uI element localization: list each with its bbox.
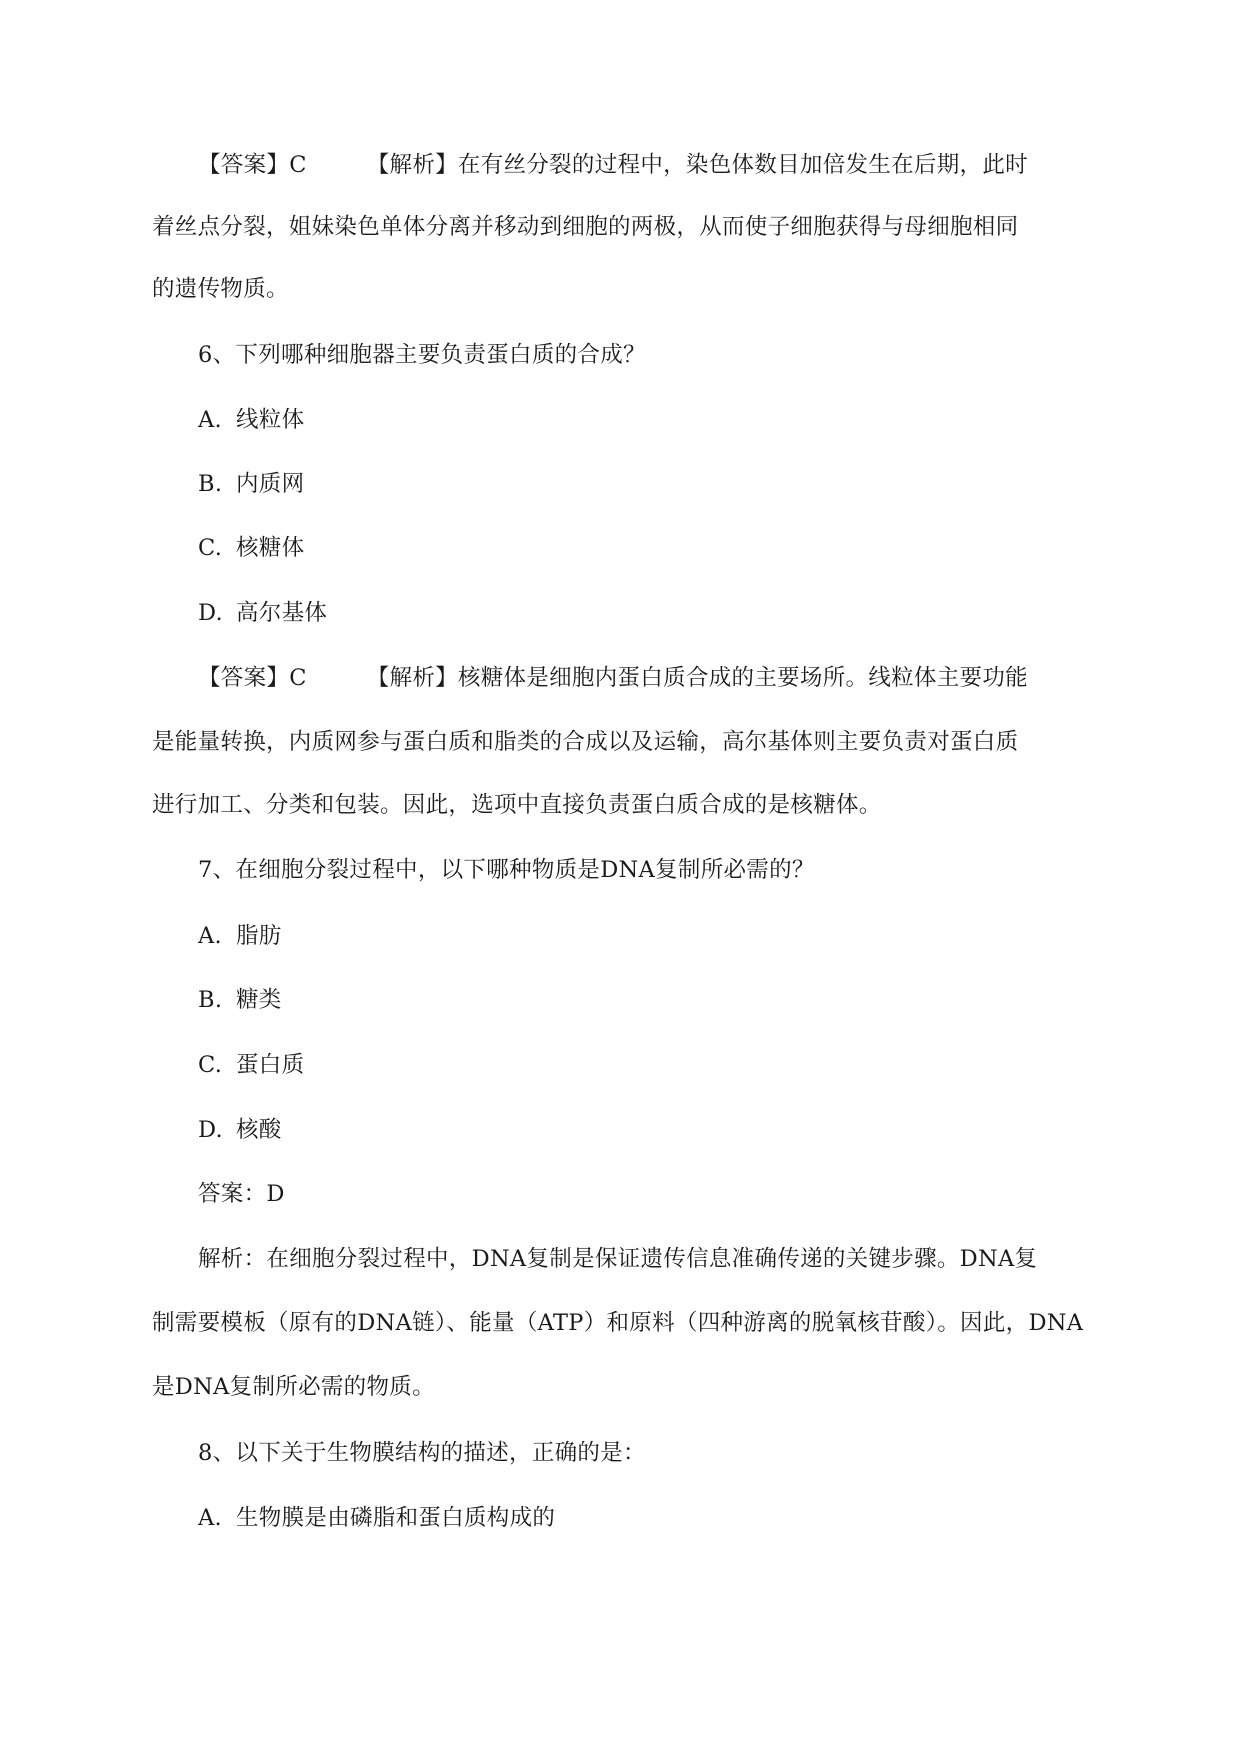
q7-analysis-line1: 解析：在细胞分裂过程中，DNA复制是保证遗传信息准确传递的关键步骤。DNA复 xyxy=(198,1246,1038,1272)
q7-option-b xyxy=(198,985,1138,1015)
q6-analysis: 【解析】核糖体是细胞内蛋白质合成的主要场所。线粒体主要功能 xyxy=(366,665,1028,691)
option-text: 核糖体 xyxy=(236,535,305,561)
option-letter: D. xyxy=(198,1117,223,1143)
q7-option-a xyxy=(198,921,1138,951)
q6-option-b xyxy=(198,469,1138,499)
option-letter: A. xyxy=(198,1505,223,1531)
q8-question: 8、以下关于生物膜结构的描述，正确的是： xyxy=(198,1440,646,1466)
option-text: 蛋白质 xyxy=(236,1052,305,1078)
q7-answer: 答案：D xyxy=(198,1181,285,1207)
q6-answer: 【答案】C xyxy=(198,665,307,691)
option-text: 线粒体 xyxy=(236,407,305,433)
q6-option-d xyxy=(198,598,1138,628)
q5-answer-line xyxy=(198,150,1138,180)
q6-option-a xyxy=(198,405,1138,435)
option-text: 高尔基体 xyxy=(236,600,328,626)
option-text: 内质网 xyxy=(236,471,305,497)
q5-analysis: 【解析】在有丝分裂的过程中，染色体数目加倍发生在后期，此时 xyxy=(366,152,1028,178)
q5-analysis-line2: 着丝点分裂，姐妹染色单体分离并移动到细胞的两极，从而使子细胞获得与母细胞相同 xyxy=(152,214,1019,240)
q5-answer: 【答案】C xyxy=(198,152,307,178)
option-letter: B. xyxy=(198,471,223,497)
option-text: 糖类 xyxy=(236,987,282,1013)
q7-question: 7、在细胞分裂过程中，以下哪种物质是DNA复制所必需的？ xyxy=(198,857,815,883)
q6-analysis-line3: 进行加工、分类和包装。因此，选项中直接负责蛋白质合成的是核糖体。 xyxy=(152,792,882,818)
option-text: 核酸 xyxy=(236,1117,282,1143)
option-letter: B. xyxy=(198,987,223,1013)
q7-option-c xyxy=(198,1050,1138,1080)
q7-analysis-line2: 制需要模板（原有的DNA链）、能量（ATP）和原料（四种游离的脱氧核苷酸）。因此，DNA xyxy=(152,1310,1084,1336)
q6-option-c xyxy=(198,533,1138,563)
option-letter: A. xyxy=(198,407,223,433)
q8-option-a xyxy=(198,1503,1138,1533)
q6-answer-line xyxy=(198,663,1138,693)
q7-option-d xyxy=(198,1115,1138,1145)
q6-question: 6、下列哪种细胞器主要负责蛋白质的合成？ xyxy=(198,342,646,368)
option-letter: D. xyxy=(198,600,223,626)
q7-analysis-line3: 是DNA复制所必需的物质。 xyxy=(152,1374,435,1400)
q5-analysis-line3: 的遗传物质。 xyxy=(152,276,289,302)
q6-analysis-line2: 是能量转换，内质网参与蛋白质和脂类的合成以及运输，高尔基体则主要负责对蛋白质 xyxy=(152,729,1019,755)
option-text: 生物膜是由磷脂和蛋白质构成的 xyxy=(236,1505,556,1531)
option-letter: C. xyxy=(198,535,223,561)
option-letter: A. xyxy=(198,923,223,949)
option-text: 脂肪 xyxy=(236,923,282,949)
option-letter: C. xyxy=(198,1052,223,1078)
